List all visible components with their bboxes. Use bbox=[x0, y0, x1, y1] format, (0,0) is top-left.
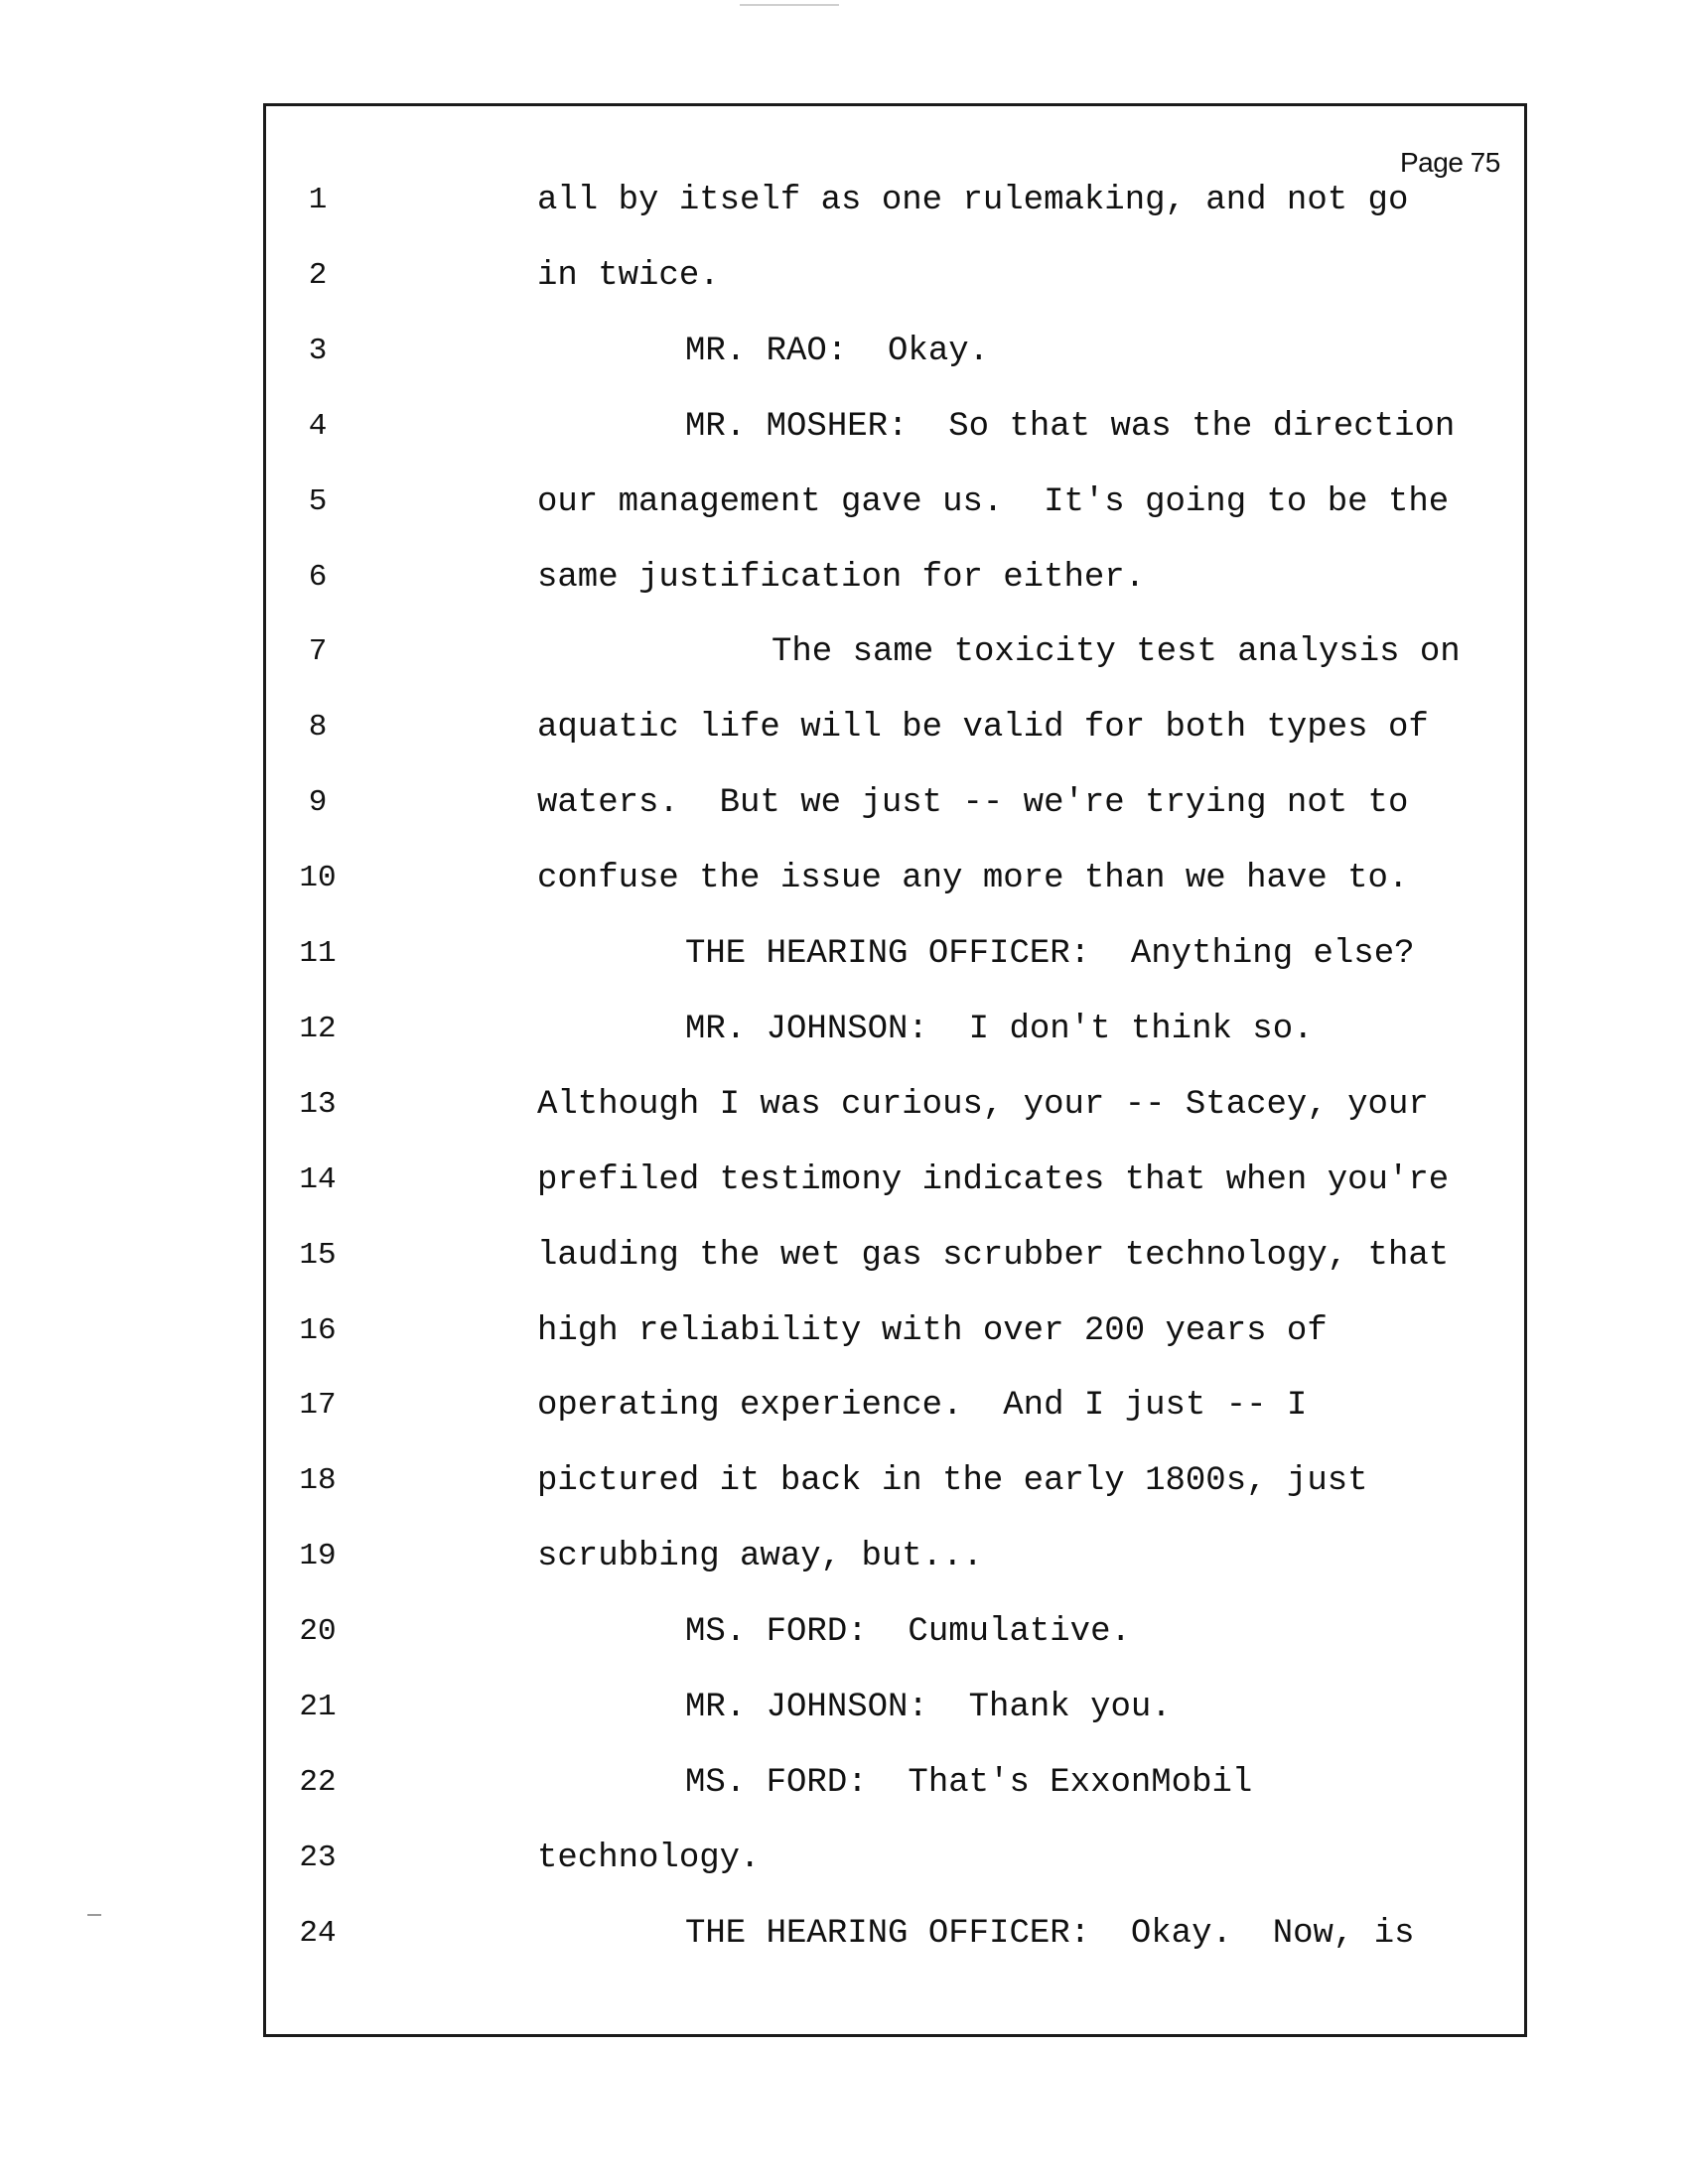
transcript-line-4 bbox=[0, 397, 1529, 457]
line-number: 18 bbox=[299, 1463, 337, 1498]
transcript-line-8 bbox=[0, 698, 1529, 757]
transcript-line-15 bbox=[0, 1226, 1529, 1286]
line-number: 14 bbox=[299, 1162, 337, 1197]
line-text: MR. JOHNSON: Thank you. bbox=[685, 1689, 1172, 1726]
transcript-line-12 bbox=[0, 1000, 1529, 1059]
line-number: 7 bbox=[308, 634, 328, 669]
transcript-line-21 bbox=[0, 1678, 1529, 1737]
line-number: 21 bbox=[299, 1690, 337, 1724]
line-text: operating experience. And I just -- I bbox=[537, 1387, 1308, 1425]
line-number: 9 bbox=[308, 785, 328, 820]
transcript-line-5 bbox=[0, 473, 1529, 532]
line-text: MR. MOSHER: So that was the direction bbox=[685, 408, 1456, 446]
line-number: 23 bbox=[299, 1841, 337, 1875]
transcript-line-13 bbox=[0, 1075, 1529, 1135]
line-number: 1 bbox=[308, 183, 328, 217]
line-text: MS. FORD: Cumulative. bbox=[685, 1613, 1131, 1651]
line-text: scrubbing away, but... bbox=[537, 1538, 983, 1575]
line-text: prefiled testimony indicates that when you're bbox=[537, 1161, 1450, 1199]
line-number: 24 bbox=[299, 1916, 337, 1951]
line-number: 2 bbox=[308, 258, 328, 293]
line-number: 20 bbox=[299, 1614, 337, 1649]
line-text: MR. JOHNSON: I don't think so. bbox=[685, 1011, 1314, 1048]
transcript-line-20 bbox=[0, 1602, 1529, 1662]
line-text: our management gave us. It's going to be the bbox=[537, 483, 1450, 521]
line-text: same justification for either. bbox=[537, 559, 1146, 597]
transcript-line-10 bbox=[0, 849, 1529, 908]
line-number: 11 bbox=[299, 936, 337, 971]
line-number: 16 bbox=[299, 1313, 337, 1348]
page-number: Page 75 bbox=[1400, 147, 1500, 178]
transcript-line-23 bbox=[0, 1829, 1529, 1888]
line-number: 5 bbox=[308, 484, 328, 519]
line-text: Although I was curious, your -- Stacey, your bbox=[537, 1086, 1429, 1124]
transcript-line-6 bbox=[0, 548, 1529, 608]
transcript-line-2 bbox=[0, 246, 1529, 306]
line-text: MS. FORD: That's ExxonMobil bbox=[685, 1764, 1253, 1802]
line-number: 4 bbox=[308, 409, 328, 444]
line-text: waters. But we just -- we're trying not to bbox=[537, 784, 1409, 822]
transcript-line-1 bbox=[0, 171, 1529, 230]
scan-artifact bbox=[740, 4, 839, 6]
line-text: aquatic life will be valid for both types of bbox=[537, 709, 1429, 747]
transcript-line-18 bbox=[0, 1451, 1529, 1511]
transcript-line-17 bbox=[0, 1376, 1529, 1435]
line-number: 10 bbox=[299, 861, 337, 895]
line-text: The same toxicity test analysis on bbox=[772, 633, 1461, 671]
transcript-line-14 bbox=[0, 1151, 1529, 1210]
line-number: 12 bbox=[299, 1012, 337, 1046]
line-number: 3 bbox=[308, 334, 328, 368]
line-number: 19 bbox=[299, 1539, 337, 1573]
line-number: 13 bbox=[299, 1087, 337, 1122]
line-text: THE HEARING OFFICER: Anything else? bbox=[685, 935, 1415, 973]
line-text: technology. bbox=[537, 1840, 761, 1877]
transcript-line-22 bbox=[0, 1753, 1529, 1813]
line-text: pictured it back in the early 1800s, just bbox=[537, 1462, 1368, 1500]
line-number: 15 bbox=[299, 1238, 337, 1273]
transcript-line-19 bbox=[0, 1527, 1529, 1586]
line-number: 17 bbox=[299, 1388, 337, 1423]
page-border bbox=[263, 103, 1527, 2037]
line-number: 8 bbox=[308, 710, 328, 745]
transcript-line-24 bbox=[0, 1904, 1529, 1964]
transcript-line-11 bbox=[0, 924, 1529, 984]
line-text: MR. RAO: Okay. bbox=[685, 333, 990, 370]
line-text: THE HEARING OFFICER: Okay. Now, is bbox=[685, 1915, 1415, 1953]
line-text: lauding the wet gas scrubber technology, that bbox=[537, 1237, 1450, 1275]
line-number: 22 bbox=[299, 1765, 337, 1800]
line-text: confuse the issue any more than we have to. bbox=[537, 860, 1409, 897]
line-text: in twice. bbox=[537, 257, 720, 295]
transcript-line-3 bbox=[0, 322, 1529, 381]
line-text: all by itself as one rulemaking, and not go bbox=[537, 182, 1409, 219]
transcript-line-9 bbox=[0, 773, 1529, 833]
transcript-line-7 bbox=[0, 622, 1529, 682]
line-text: high reliability with over 200 years of bbox=[537, 1312, 1328, 1350]
transcript-line-16 bbox=[0, 1301, 1529, 1361]
line-number: 6 bbox=[308, 560, 328, 595]
